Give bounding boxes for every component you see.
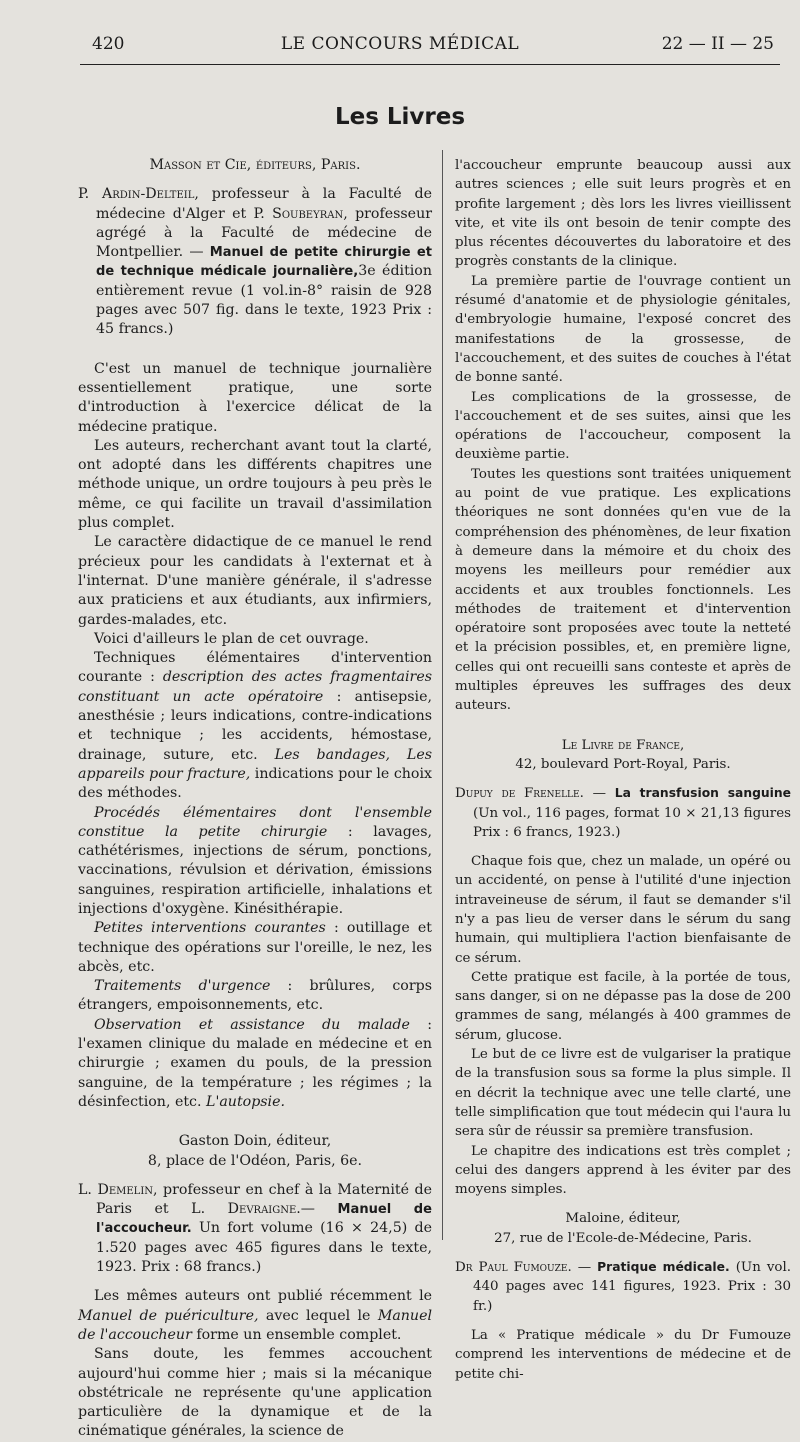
- review-paragraph: Les complications de la grossesse, de l'accouchement et de ses suites, ainsi que les opérations de l'accoucheur, composent la deuxième partie.: [455, 389, 791, 463]
- review-paragraph: Chaque fois que, chez un malade, un opéré ou un accidenté, on pense à l'utilité d'une injection intraveineuse de sérum, il faut se demander s'il n'y a pas lieu de verser dans le sérum du sang humain, qui multipliera l'action bienfaisante de ce sérum.: [455, 854, 791, 966]
- left-column: [78, 156, 432, 1442]
- journal-name: LE CONCOURS MÉDICAL: [280, 34, 520, 54]
- author-name: P. Ardin-Delteil,: [78, 186, 199, 203]
- publisher-livre-de-france: Le Livre de France,: [561, 737, 685, 753]
- review-paragraph: Voici d'ailleurs le plan de cet ouvrage.: [94, 630, 369, 647]
- publisher-address: 27, rue de l'Ecole-de-Médecine, Paris.: [494, 1230, 752, 1246]
- review-paragraph: Le caractère didactique de ce manuel le rend précieux pour les candidats à l'externat et à l'internat. D'une manière générale, il s'adresse aux praticiens et aux étudiants, aux infirmiers, gardes-malades, etc.: [78, 534, 432, 628]
- review-paragraph: Traitements d'urgence : brûlures, corps étrangers, empoisonnements, etc.: [78, 978, 432, 1014]
- book-title: Manuel de l'accoucheur.: [96, 1202, 432, 1237]
- author-name: L. Demelin,: [78, 1181, 158, 1198]
- review-paragraph: Procédés élémentaires dont l'ensemble constitue la petite chirurgie : lavages, cathétérismes, injections de sérum, ponctions, vaccinations, révulsion et dérivation, émissions sanguines, respiration artificielle, inhalations et injections d'oxygène. Kinésithérapie.: [78, 804, 432, 917]
- review-paragraph: Les mêmes auteurs ont publié récemment le Manuel de puériculture, avec lequel le Manuel de l'accoucheur forme un ensemble complet.: [78, 1288, 433, 1343]
- review-paragraph: Techniques élémentaires d'intervention courante : description des actes fragmentaires constituant un acte opératoire : antisepsie, anesthésie ; leurs indications, contre-indications et technique ; les accidents, hémostase, drainage, suture, etc. Les bandages, Les appareils pour fracture, indications pour le choix des méthodes.: [78, 650, 432, 802]
- book-entry-petite-chirurgie: P. Ardin-Delteil, professeur à la Faculté de médecine d'Alger et P. Soubeyran, professeur agrégé à la Faculté de médecine de Montpellier. — Manuel de petite chirurgie et de technique médicale journalière,3e édition entièrement revue (1 vol.in-8° raisin de 928 pages avec 507 fig. dans le texte, 1923 Prix : 45 francs.): [78, 186, 433, 338]
- publisher-maloine: Maloine, éditeur,: [565, 1211, 681, 1227]
- review-paragraph: Observation et assistance du malade : l'examen clinique du malade en médecine et en chirurgie ; examen du pouls, de la pression sanguine, de la température ; les régimes ; la désinfection, etc. L'autopsie.: [78, 1016, 432, 1110]
- publisher-address: 42, boulevard Port-Royal, Paris.: [515, 756, 731, 772]
- book-entry-accoucheur: L. Demelin, professeur en chef à la Maternité de Paris et L. Devraigne.— Manuel de l'accoucheur. Un fort volume (16 × 24,5) de 1.520 pages avec 465 figures dans le texte, 1923. Prix : 68 francs.): [78, 1181, 432, 1276]
- review-paragraph: Les auteurs, recherchant avant tout la clarté, ont adopté dans les différents chapitres une méthode unique, un ordre toujours à peu près le même, ce qui facilite un travail d'assimilation plus complet.: [78, 437, 432, 532]
- publisher-doin: Gaston Doin, éditeur,: [178, 1133, 332, 1150]
- issue-date: 22 — II — 25: [661, 34, 774, 54]
- book-title: Manuel de petite chirurgie et de technique médicale journalière,: [96, 245, 432, 280]
- book-details: (Un vol. 440 pages avec 141 figures, 1923. Prix : 30 fr.): [473, 1260, 791, 1314]
- review-paragraph: Cette pratique est facile, à la portée de tous, sans danger, si on ne dépasse pas la dose de 200 grammes de sang, mélangés à 400 grammes de sérum, glucose.: [455, 969, 791, 1043]
- running-header: [0, 34, 800, 60]
- page-number: 420: [92, 34, 125, 54]
- publisher-masson: Masson et Cie, éditeurs, Paris.: [149, 157, 361, 173]
- column-divider: [442, 150, 443, 1240]
- author-name: Dupuy de Frenelle.: [455, 786, 584, 802]
- review-paragraph: Petites interventions courantes : outillage et technique des opérations sur l'oreille, le nez, les abcès, etc.: [78, 920, 432, 975]
- book-entry-transfusion: Dupuy de Frenelle. — La transfusion sanguine (Un vol., 116 pages, format 10 × 21,13 figures Prix : 6 francs, 1923.): [455, 786, 792, 840]
- review-paragraph: La « Pratique médicale » du Dr Fumouze comprend les interventions de médecine et de petite chi-: [455, 1327, 791, 1382]
- right-column: [455, 156, 791, 1384]
- review-paragraph: Le chapitre des indications est très complet ; celui des dangers apprend à les éviter par des moyens simples.: [455, 1143, 791, 1198]
- publisher-address: 8, place de l'Odéon, Paris, 6e.: [147, 1152, 363, 1169]
- book-entry-pratique-medicale: Dr Paul Fumouze. — Pratique médicale. (Un vol. 440 pages avec 141 figures, 1923. Prix : 30 fr.): [455, 1260, 791, 1314]
- review-paragraph: C'est un manuel de technique journalière essentiellement pratique, une sorte d'introduction à l'exercice délicat de la médecine pratique.: [78, 360, 432, 435]
- review-paragraph: Le but de ce livre est de vulgariser la pratique de la transfusion sous sa forme la plus simple. Il en décrit la technique avec une telle clarté, une telle simplification que tout médecin qui l'aura lu sera sûr de réussir sa première transfusion.: [455, 1047, 791, 1140]
- book-title: La transfusion sanguine: [614, 786, 792, 801]
- book-details: 3e édition entièrement revue (1 vol.in-8° raisin de 928 pages avec 507 fig. dans le texte, 1923 Prix : 45 francs.): [96, 263, 432, 338]
- book-details: (Un vol., 116 pages, format 10 × 21,13 figures Prix : 6 francs, 1923.): [473, 805, 791, 840]
- author-name: Dr Paul Fumouze.: [455, 1260, 572, 1276]
- review-paragraph: Sans doute, les femmes accouchent aujourd'hui comme hier ; mais si la mécanique obstétricale ne représente qu'une application particulière de la dynamique et de la cinématique générales, la science de: [78, 1346, 432, 1440]
- section-title: Les Livres: [334, 104, 466, 130]
- author-name: Devraigne.: [227, 1201, 301, 1218]
- review-paragraph: l'accoucheur emprunte beaucoup aussi aux autres sciences ; elle suit leurs progrès et en profite largement ; dès lors les livres vieillissent vite, et vite ils ont besoin de tenir compte des plus récentes découvertes du laboratoire et des progrès constants de la clinique.: [455, 158, 791, 270]
- book-details: Un fort volume (16 × 24,5) de 1.520 pages avec 465 figures dans le texte, 1923. Prix : 68 francs.): [96, 1220, 432, 1276]
- review-paragraph: La première partie de l'ouvrage contient un résumé d'anatomie et de physiologie génitales, d'embryologie humaine, l'exposé concret des manifestations de la grossesse, de l'accouchement, et des suites de couches à l'état de bonne santé.: [455, 273, 791, 386]
- header-rule: [80, 64, 780, 65]
- author-name: Soubeyran,: [272, 205, 348, 222]
- book-title: Pratique médicale.: [597, 1260, 730, 1275]
- review-paragraph: Toutes les questions sont traitées uniquement au point de vue pratique. Les explications théoriques ne sont données qu'en vue de la compréhension des phénomènes, de leur fixation à demeure dans la mémoire et du choix des moyens les meilleurs pour remédier aux accidents et aux troubles fonctionnels. Les méthodes de traitement et d'intervention opératoire sont proposées avec toute la netteté et la précision possibles, et, en première ligne, celles qui ont recueilli sans conteste et après de multiples épreuves les suffrages des deux auteurs.: [455, 466, 791, 714]
